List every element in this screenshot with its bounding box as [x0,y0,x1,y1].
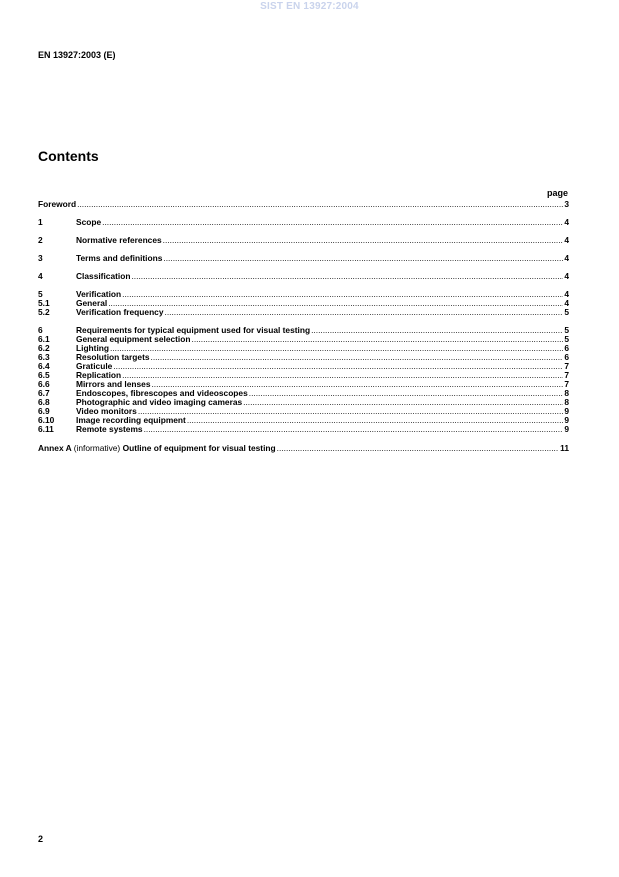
toc-leader [131,272,563,281]
toc-entry-title: Verification frequency [76,307,164,317]
toc-leader [102,218,563,227]
toc-entry-title: Requirements for typical equipment used for visual testing [76,325,311,335]
toc-entry-number: 1 [38,217,43,227]
toc-entry[interactable] [38,425,569,434]
toc-entry-page: 6 [564,352,569,362]
toc-entry-page: 7 [564,379,569,389]
toc-entry-number: 4 [38,271,43,281]
toc-entry-title: Terms and definitions [76,253,163,263]
toc-entry[interactable] [38,218,569,227]
toc-entry-number: 2 [38,235,43,245]
page-number: 2 [38,834,44,844]
toc-entry-annex-a[interactable] [38,444,569,453]
toc-entry-title: Endoscopes, fibrescopes and videoscopes [76,388,248,398]
toc-entry-number: 6.10 [38,415,55,425]
page-column-label: page [546,188,568,198]
toc-entry-page: 4 [564,271,569,281]
toc-entry-page: 4 [564,289,569,299]
toc-leader [144,425,564,434]
toc-entry-page: 7 [564,370,569,380]
toc-entry-page: 5 [564,334,569,344]
toc-entry-page: 4 [564,298,569,308]
toc-entry-page: 7 [564,361,569,371]
toc-entry-number: 5.2 [38,307,50,317]
toc-entry[interactable] [38,335,569,344]
watermark: SIST EN 13927:2004 [260,1,359,12]
toc-entry-title: Classification [76,271,131,281]
toc-entry-number: 6.8 [38,397,50,407]
document-id: EN 13927:2003 (E) [38,50,116,60]
toc-entry-number: 6.2 [38,343,50,353]
toc-entry-number: 6.5 [38,370,50,380]
toc-entry-title: General equipment selection [76,334,191,344]
toc-entry-title: Resolution targets [76,352,150,362]
toc-entry-title: Remote systems [76,424,143,434]
toc-entry-number: 6.9 [38,406,50,416]
toc-leader [77,200,563,209]
toc-entry-number: 6.11 [38,424,54,434]
toc-entry-page: 11 [560,443,569,453]
annex-label: Annex A [38,443,72,453]
toc-entry-title: Replication [76,370,122,380]
toc-leader [151,353,564,362]
toc-leader [138,407,564,416]
toc-leader [187,416,564,425]
toc-entry-number: 6.1 [38,334,50,344]
toc-leader [108,299,563,308]
toc-entry-page: 4 [564,235,569,245]
toc-entry[interactable] [38,236,569,245]
toc-entry-page: 4 [564,253,569,263]
toc-entry-page: 8 [564,397,569,407]
toc-annex-heading [38,444,276,453]
toc-entry-title: Foreword [38,199,77,209]
toc-leader [122,290,563,299]
toc-leader [192,335,564,344]
toc-leader [110,344,563,353]
toc-entry-title: Photographic and video imaging cameras [76,397,243,407]
toc-entry[interactable] [38,272,569,281]
toc-entry-number: 5 [38,289,43,299]
toc-entry-title: Lighting [76,343,110,353]
toc-leader [277,444,559,453]
toc-entry-title: Mirrors and lenses [76,379,151,389]
toc-leader [113,362,563,371]
toc-entry-page: 9 [564,415,569,425]
toc-entry-page: 4 [564,217,569,227]
table-of-contents [38,200,569,453]
toc-entry-foreword[interactable] [38,200,569,209]
toc-entry[interactable] [38,290,569,299]
toc-entry-title: Image recording equipment [76,415,186,425]
toc-entry-page: 8 [564,388,569,398]
toc-entry-title: Verification [76,289,122,299]
toc-leader [243,398,563,407]
toc-entry-page: 5 [564,325,569,335]
toc-leader [249,389,564,398]
annex-title: Outline of equipment for visual testing [122,443,276,453]
toc-entry-page: 9 [564,406,569,416]
toc-leader [165,308,564,317]
toc-entry[interactable] [38,254,569,263]
toc-leader [163,236,564,245]
toc-leader [163,254,563,263]
toc-entry-title: Normative references [76,235,162,245]
toc-entry-page: 3 [564,199,569,209]
toc-entry-title: Scope [76,217,102,227]
toc-entry-title: Video monitors [76,406,137,416]
toc-entry-page: 5 [564,307,569,317]
toc-entry[interactable] [38,308,569,317]
toc-leader [122,371,563,380]
toc-entry-title: General [76,298,108,308]
toc-entry[interactable] [38,353,569,362]
toc-entry-title: Graticule [76,361,113,371]
toc-entry-number: 6.3 [38,352,50,362]
toc-leader [311,326,563,335]
toc-entry-page: 9 [564,424,569,434]
toc-entry-page: 6 [564,343,569,353]
toc-entry-number: 6.7 [38,388,50,398]
toc-entry-number: 6.4 [38,361,50,371]
toc-entry-number: 6.6 [38,379,50,389]
page-title: Contents [38,148,99,164]
annex-qualifier: (informative) [73,443,121,453]
toc-entry-number: 5.1 [38,298,50,308]
toc-entry-number: 3 [38,253,43,263]
toc-entry-number: 6 [38,325,43,335]
